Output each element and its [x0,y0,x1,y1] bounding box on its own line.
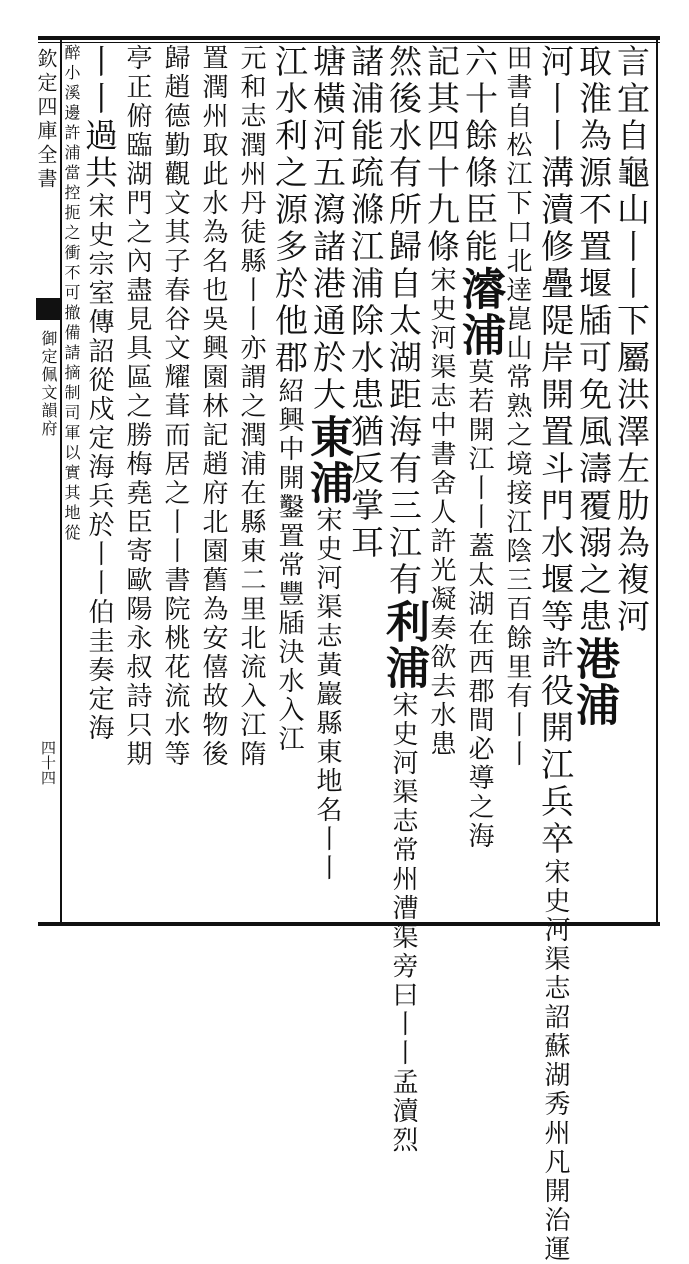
text-column-14: 亭正俯臨湖門之內盡見具區之勝梅堯臣寄歐陽永叔詩只期 [122,44,152,769]
text-column-9: 塘橫河五瀉諸港通於大東浦宋史河渠志黃巖縣東地名丨丨 [302,44,353,883]
entry-head: 東浦 [302,414,353,506]
text-column-15: 丨丨過共宋史宗室傳詔從戍定海兵於丨丨伯圭奏定海 [80,44,119,743]
folio-number: 四十四 [39,740,57,785]
text-column-6: 記其四十九條宋史河渠志中書舍人許光凝奏欲去水患 [422,44,461,759]
entry-head: 濬浦 [454,266,505,358]
text-column-1: 言宜自龜山丨丨下屬洪澤左肋為複河 [612,44,651,636]
margin-subtitle: 御定佩文韻府 [39,330,58,438]
text-column-8: 諸浦能疏滌江浦除水患猶反掌耳 [346,44,385,562]
text-column-10: 江水利之源多於他郡紹興中開鑿置常豐牐決水入江 [270,44,309,754]
text-column-3: 河丨丨溝瀆修疊隄岸開置斗門水堰等許役開江兵卒宋史河渠志詔蘇湖秀州凡開治運 [536,44,575,1264]
text-column-11: 元和志潤州丹徒縣丨丨亦謂之潤浦在縣東二里北流入江隋 [236,44,266,769]
text-column-4: 田書自松江下口北逹崑山常熟之境接江陰三百餘里有丨丨 [502,44,532,769]
text-column-12: 置潤州取此水為名也吳興園林記趙府北園舊為安僖故物後 [198,44,228,769]
fish-tail-mark [36,298,60,320]
entry-head: 利浦 [378,599,429,691]
right-border [656,40,658,924]
text-column-5: 六十餘條臣能濬浦莫若開江丨丨蓋太湖在西郡間必導之海 [454,44,505,851]
entry-head: 港浦 [568,636,619,728]
margin-title: 欽定四庫全書 [34,48,58,192]
top-border [38,36,660,40]
text-column-2: 取淮為源不置堰牐可免風濤覆溺之患港浦 [568,44,619,728]
text-column-13: 歸趙德勤觀文其子春谷文耀葺而居之丨丨書院桃花流水等 [160,44,190,769]
text-column-7: 然後水有所歸自太湖距海有三江有利浦宋史河渠志常州漕渠旁曰丨丨孟瀆烈 [378,44,429,1155]
top-border-thin [38,42,660,43]
text-column-16: 醉小溪邊許浦當控扼之衝不可撤備請摘制司軍以實其地從 [62,44,81,544]
